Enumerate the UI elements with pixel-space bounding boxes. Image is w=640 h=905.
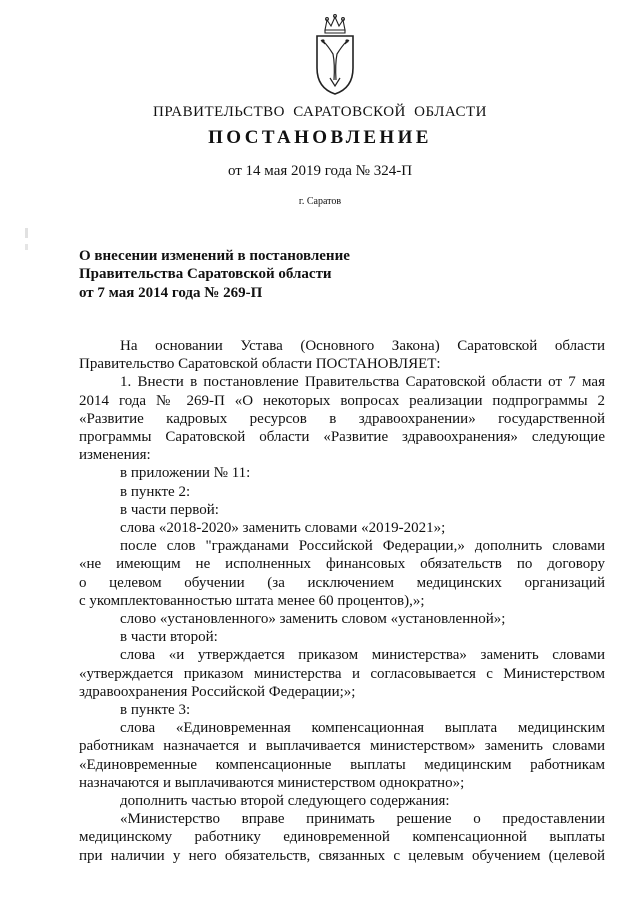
body-line: слова «2018-2020» заменить словами «2019-2021»;	[120, 520, 446, 537]
body-line: «Единовременные компенсационные выплаты медицинским работникам	[79, 756, 605, 773]
body-line: здравоохранения Российской Федерации;»;	[79, 683, 356, 700]
body-line: в приложении № 11:	[120, 465, 251, 482]
body-line: слово «установленного» заменить словом «установленной»;	[120, 611, 506, 628]
body-line: На основании Устава (Основного Закона) Саратовской области	[120, 338, 605, 354]
body-line: «Министерство вправе принимать решение о предоставлении	[120, 811, 605, 828]
city-label: г. Саратов	[298, 196, 342, 207]
body-line: Правительство Саратовской области ПОСТАНОВЛЯЕТ:	[79, 356, 441, 373]
body-line: медицинскому работнику единовременной компенсационной выплаты	[79, 829, 605, 846]
subject-line: Правительства Саратовской области	[79, 266, 332, 283]
subject-heading	[79, 247, 419, 302]
document-date-number: от 14 мая 2019 года № 324-П	[227, 163, 413, 179]
subject-line: О внесении изменений в постановление	[79, 248, 350, 264]
document-type: ПОСТАНОВЛЕНИЕ	[208, 127, 432, 148]
body-line: изменения:	[79, 447, 151, 464]
body-line: в части первой:	[120, 501, 219, 518]
body-line: с укомплектованностью штата менее 60 процентов),»;	[79, 592, 425, 609]
body-line: о целевом обучении (за исключением медицинских организаций	[79, 574, 605, 591]
body-line: дополнить частью второй следующего содержания:	[120, 793, 450, 810]
body-line: «утверждается приказом министерства и согласовывается с Министерством	[79, 665, 605, 682]
body-line: «не имеющим не исполненных финансовых обязательств по договору	[79, 556, 605, 573]
body-line: работникам назначается и выплачивается министерством» заменить словами	[79, 738, 605, 755]
coat-of-arms-emblem	[313, 12, 357, 96]
body-line: 1. Внести в постановление Правительства Саратовской области от 7 мая	[120, 374, 605, 391]
body-line: «Развитие кадровых ресурсов в здравоохранении» государственной	[79, 410, 605, 427]
body-line: при наличии у него обязательств, связанных с целевым обучением (целевой	[79, 847, 605, 864]
body-line: слова «и утверждается приказом министерства» заменить словами	[120, 647, 605, 664]
body-line: программы Саратовской области «Развитие здравоохранения» следующие	[79, 429, 605, 446]
body-line: в пункте 3:	[120, 702, 191, 719]
organization-title: ПРАВИТЕЛЬСТВО САРАТОВСКОЙ ОБЛАСТИ	[153, 104, 487, 120]
body-line: назначаются и выплачиваются министерством однократно»;	[79, 774, 465, 791]
body-line: после слов "гражданами Российской Федерации,» дополнить словами	[120, 538, 605, 555]
subject-line: от 7 мая 2014 года № 269-П	[79, 284, 263, 301]
body-line: в части второй:	[120, 629, 218, 646]
document-body	[79, 337, 605, 865]
body-line: слова «Единовременная компенсационная выплата медицинским	[120, 720, 605, 737]
body-line: 2014 года № 269-П «О некоторых вопросах реализации подпрограммы 2	[79, 392, 605, 409]
body-line: в пункте 2:	[120, 483, 191, 500]
